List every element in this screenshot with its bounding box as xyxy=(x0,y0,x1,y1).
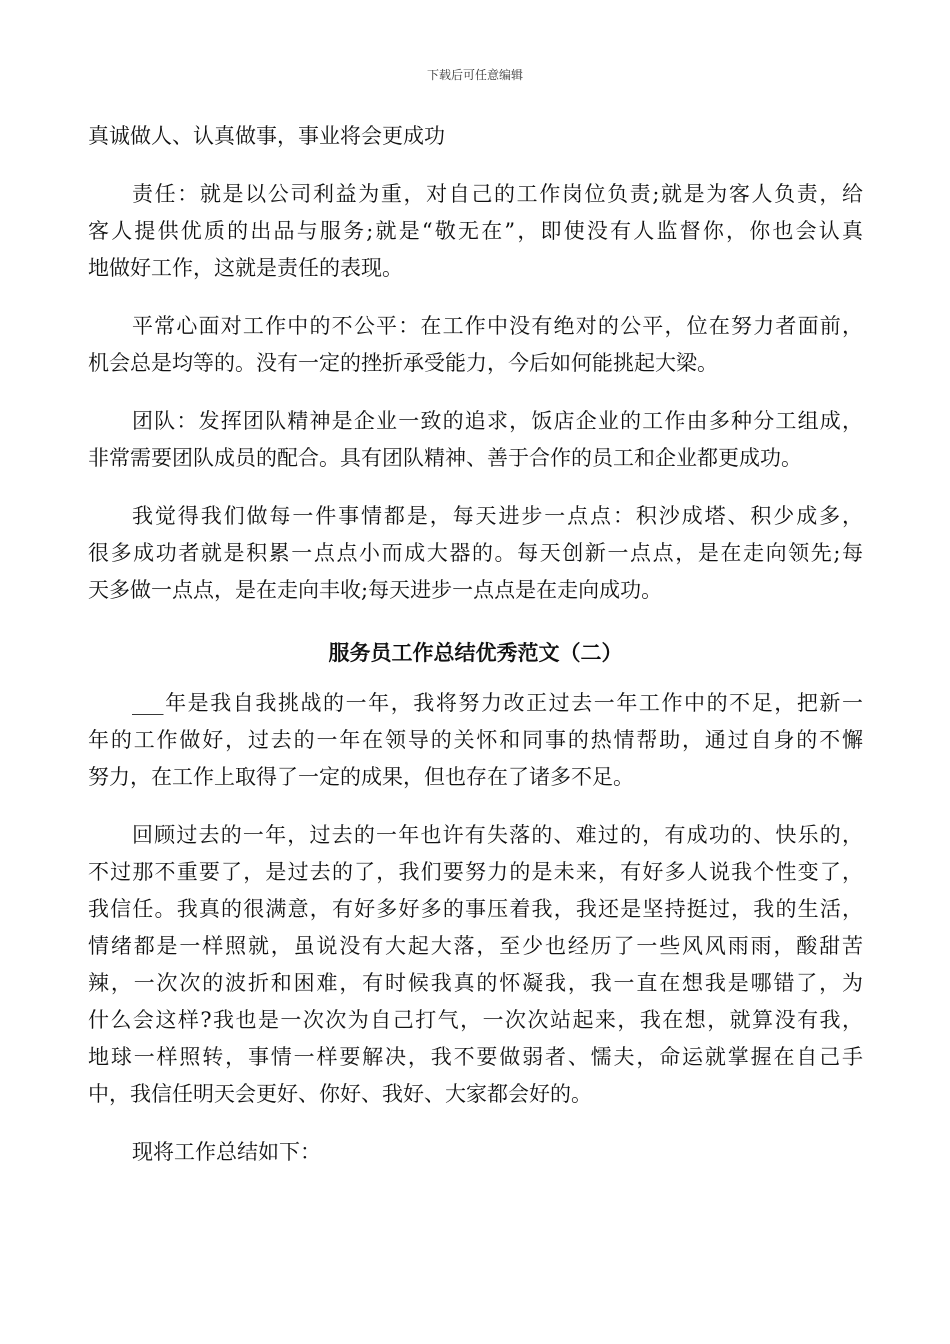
paragraph-responsibility xyxy=(88,176,863,287)
text-line: 机会总是均等的。没有一定的挫折承受能力，今后如何能挑起大梁。 xyxy=(88,351,718,375)
text-line: 我信任。我真的很满意，有好多好多的事压着我，我还是坚持挺过，我的生活， xyxy=(88,897,863,921)
section-heading: 服务员工作总结优秀范文（二） xyxy=(328,640,623,665)
text-line: ___年是我自我挑战的一年，我将努力改正过去一年工作中的不足，把新一 xyxy=(132,691,863,715)
text-line: 团队：发挥团队精神是企业一致的追求，饭店企业的工作由多种分工组成， xyxy=(132,409,863,433)
text-line: 什么会这样?我也是一次次为自己打气，一次次站起来，我在想，就算没有我， xyxy=(88,1008,863,1032)
paragraph-year-challenge xyxy=(88,685,863,796)
text-line: 中，我信任明天会更好、你好、我好、大家都会好的。 xyxy=(88,1082,592,1106)
text-line: 我觉得我们做每一件事情都是，每天进步一点点：积沙成塔、积少成多， xyxy=(132,504,863,528)
text-line: 现将工作总结如下： xyxy=(132,1140,321,1164)
text-line: 平常心面对工作中的不公平：在工作中没有绝对的公平，位在努力者面前， xyxy=(132,314,863,338)
paragraph-fairness xyxy=(88,308,863,382)
paragraph-progress xyxy=(88,498,863,609)
text-line: 辣，一次次的波折和困难，有时候我真的怀凝我，我一直在想我是哪错了，为 xyxy=(88,971,863,995)
header-note: 下载后可任意编辑 xyxy=(426,68,523,82)
text-line: 回顾过去的一年，过去的一年也许有失落的、难过的，有成功的、快乐的， xyxy=(132,823,863,847)
paragraph-intro xyxy=(88,118,863,155)
text-line: 情绪都是一样照就，虽说没有大起大落，至少也经历了一些风风雨雨，酸甜苦 xyxy=(88,934,863,958)
text-line: 年的工作做好，过去的一年在领导的关怀和同事的热情帮助，通过自身的不懈 xyxy=(88,728,863,752)
document-body xyxy=(88,118,863,1171)
text-line: 很多成功者就是积累一点点小而成大器的。每天创新一点点，是在走向领先;每 xyxy=(88,541,863,565)
text-line: 责任：就是以公司利益为重，对自己的工作岗位负责;就是为客人负责，给 xyxy=(132,182,863,206)
paragraph-review xyxy=(88,817,863,1113)
paragraph-summary-intro xyxy=(88,1134,863,1171)
text-line: 非常需要团队成员的配合。具有团队精神、善于合作的员工和企业都更成功。 xyxy=(88,446,802,470)
text-line: 客人提供优质的出品与服务;就是“敬无在”，即使没有人监督你，你也会认真 xyxy=(88,219,863,243)
paragraph-team xyxy=(88,403,863,477)
text-line: 地做好工作，这就是责任的表现。 xyxy=(88,256,403,280)
text-line: 不过那不重要了，是过去的了，我们要努力的是未来，有好多人说我个性变了， xyxy=(88,860,863,884)
text-line: 努力，在工作上取得了一定的成果，但也存在了诸多不足。 xyxy=(88,765,634,789)
text-line: 地球一样照转，事情一样要解决，我不要做弱者、懦夫，命运就掌握在自己手 xyxy=(88,1045,863,1069)
text-line: 天多做一点点，是在走向丰收;每天进步一点点是在走向成功。 xyxy=(88,578,663,602)
text-line: 真诚做人、认真做事，事业将会更成功 xyxy=(88,124,445,148)
